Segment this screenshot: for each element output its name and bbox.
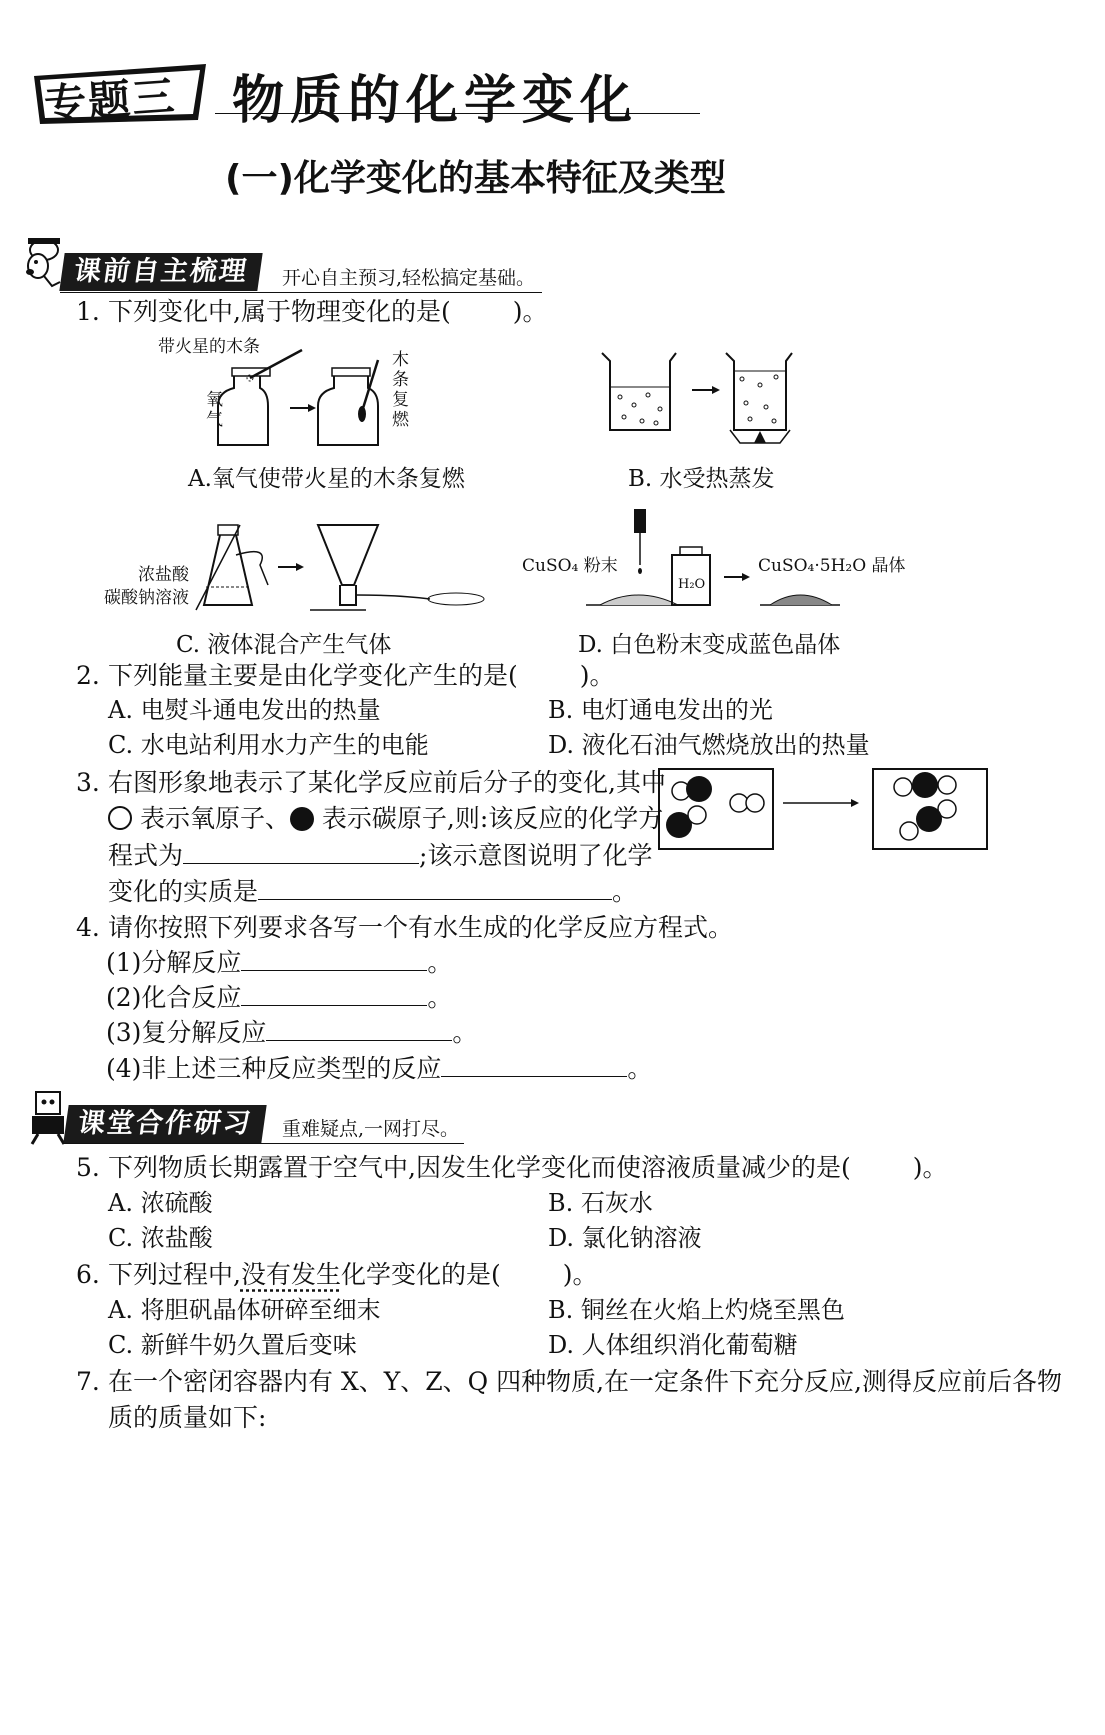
section-tagline-classwork: 重难疑点,一网打尽。 [282, 1118, 460, 1140]
figure-a [150, 330, 470, 455]
q5-option-a[interactable]: A. 浓硫酸 [108, 1189, 213, 1217]
label-cuso4: CuSO₄ 粉末 [522, 556, 618, 576]
water-evaporation-diagram [590, 345, 830, 457]
section-label-classwork: 课堂合作研习 [63, 1105, 266, 1143]
question-7-line2: 质的质量如下: [108, 1403, 267, 1432]
question-3-line1: 3. 右图形象地表示了某化学反应前后分子的变化,其中 [76, 768, 666, 797]
chapter-title: 物质的化学变化 [232, 71, 639, 131]
question-5: 5. 下列物质长期露置于空气中,因发生化学变化而使溶液质量减少的是( )。 [76, 1153, 948, 1182]
q5-option-d[interactable]: D. 氯化钠溶液 [548, 1224, 702, 1252]
question-6: 6. 下列过程中,没有发生化学变化的是( )。 [76, 1260, 598, 1289]
q4-item-4: (4)非上述三种反应类型的反应 。 [106, 1054, 653, 1083]
q4-item-2: (2)化合反应 。 [106, 983, 453, 1012]
q4-blank-3[interactable] [266, 1018, 452, 1041]
section1-underline [60, 292, 542, 293]
question-7-line1: 7. 在一个密闭容器内有 X、Y、Z、Q 四种物质,在一定条件下充分反应,测得反应前后各物 [76, 1367, 1062, 1396]
label-splint: 带火星的木条 [158, 337, 260, 357]
label-water: H₂O [678, 577, 706, 592]
q4-item-1: (1)分解反应 。 [106, 948, 453, 977]
carbon-atom-icon [290, 807, 314, 831]
label-na2co3: 碳酸钠溶液 [104, 588, 189, 608]
q6-option-a[interactable]: A. 将胆矾晶体研碎至细末 [108, 1296, 381, 1324]
question-3-line2: 表示氧原子、 表示碳原子,则:该反应的化学方 [108, 803, 663, 835]
figure-c [100, 515, 500, 620]
q2-option-d[interactable]: D. 液化石油气燃烧放出的热量 [548, 731, 870, 759]
q2-option-b[interactable]: B. 电灯通电发出的光 [548, 696, 773, 724]
caption-c: C. 液体混合产生气体 [176, 632, 392, 658]
q4-blank-1[interactable] [241, 948, 427, 971]
q5-option-c[interactable]: C. 浓盐酸 [108, 1224, 213, 1252]
section-tagline-preview: 开心自主预习,轻松搞定基础。 [282, 267, 536, 289]
q5-option-b[interactable]: B. 石灰水 [548, 1189, 653, 1217]
caption-a: A.氧气使带火星的木条复燃 [188, 466, 465, 492]
question-1: 1. 下列变化中,属于物理变化的是( )。 [76, 297, 548, 326]
section-label-preview: 课前自主梳理 [59, 253, 262, 291]
title-underline [215, 113, 700, 114]
figure-b [590, 345, 830, 457]
label-crystal: CuSO₄·5H₂O 晶体 [758, 556, 906, 576]
q2-option-a[interactable]: A. 电熨斗通电发出的热量 [108, 696, 381, 724]
q6-option-c[interactable]: C. 新鲜牛奶久置后变味 [108, 1331, 357, 1359]
label-hcl: 浓盐酸 [138, 565, 189, 585]
essence-blank[interactable] [258, 877, 612, 900]
question-3-line3: 程式为 ;该示意图说明了化学 [108, 841, 653, 870]
q4-item-3: (3)复分解反应 。 [106, 1018, 478, 1047]
chapter-badge-text: 专题三 [42, 71, 178, 130]
molecule-diagram [655, 765, 990, 855]
figure-d [520, 505, 940, 620]
reaction-diagram [655, 765, 990, 855]
question-3-line4: 变化的实质是 。 [108, 877, 638, 906]
chapter-badge [30, 62, 210, 130]
section2-underline [64, 1143, 464, 1144]
label-oxygen: 氧气 [206, 390, 223, 430]
caption-d: D. 白色粉末变成蓝色晶体 [578, 632, 841, 658]
caption-b: B. 水受热蒸发 [628, 466, 775, 492]
q4-blank-2[interactable] [241, 983, 427, 1006]
emphasis-text: 没有发生 [240, 1260, 341, 1289]
q6-option-b[interactable]: B. 铜丝在火焰上灼烧至黑色 [548, 1296, 845, 1324]
q4-blank-4[interactable] [441, 1054, 627, 1077]
oxygen-atom-icon [108, 806, 132, 830]
question-4: 4. 请你按照下列要求各写一个有水生成的化学反应方程式。 [76, 913, 734, 942]
label-rekindle: 木条复燃 [392, 350, 409, 430]
q6-option-d[interactable]: D. 人体组织消化葡萄糖 [548, 1331, 798, 1359]
equation-blank[interactable] [183, 841, 419, 864]
question-2: 2. 下列能量主要是由化学变化产生的是( )。 [76, 661, 615, 690]
chapter-subtitle: (一)化学变化的基本特征及类型 [225, 158, 726, 199]
q2-option-c[interactable]: C. 水电站利用水力产生的电能 [108, 731, 429, 759]
